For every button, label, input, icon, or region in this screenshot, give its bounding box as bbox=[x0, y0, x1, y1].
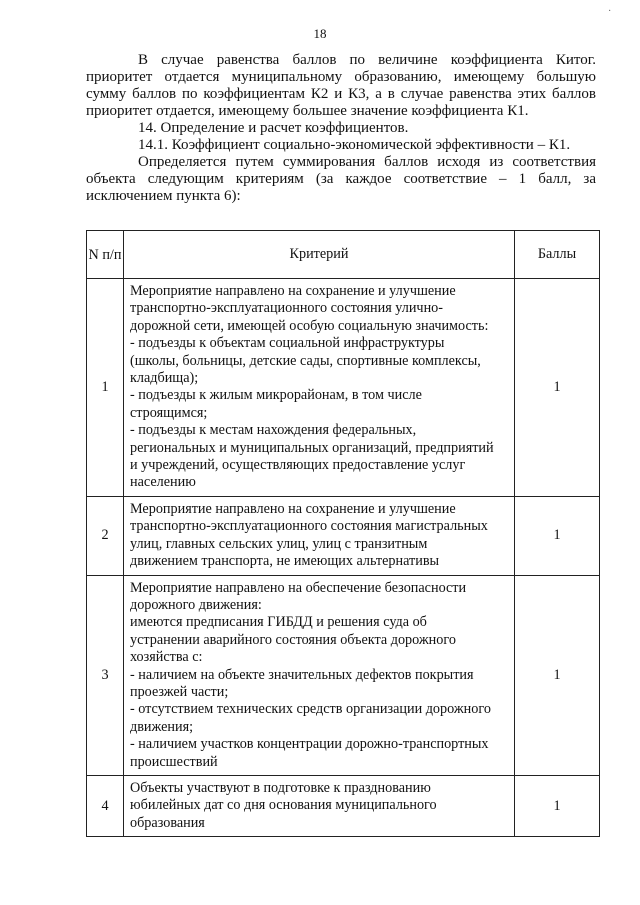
criterion-line: происшествий bbox=[130, 753, 218, 770]
row-score: 1 bbox=[515, 279, 600, 497]
criterion-line: региональных и муниципальных организаций, предприятий bbox=[130, 439, 494, 456]
criterion-line: - отсутствием технических средств организации дорожного bbox=[130, 701, 491, 718]
criterion-line: населению bbox=[130, 474, 196, 491]
criterion-line: имеются предписания ГИБДД и решения суда об bbox=[130, 614, 427, 631]
intro-paragraph-tie-rule: В случае равенства баллов по величине коэффициента Китог. приоритет отдается муниципальному образованию, имеющему большую сумму баллов по коэффициентам К2 и К3, а в случае равенства этих баллов приоритет отдается, имеющему большее значение коэффициента К1. bbox=[86, 52, 596, 119]
criterion-line: дорожного движения: bbox=[130, 596, 262, 613]
row-number: 1 bbox=[87, 279, 124, 497]
criterion-line: Мероприятие направлено на сохранение и улучшение bbox=[130, 283, 456, 299]
criterion-line: - подъезды к местам нахождения федеральных, bbox=[130, 422, 417, 439]
table-row bbox=[87, 575, 600, 775]
criterion-line: юбилейных дат со дня основания муниципального bbox=[130, 797, 437, 814]
table-header-row bbox=[87, 231, 600, 279]
criterion-line: кладбища); bbox=[130, 370, 199, 387]
criterion-line: Мероприятие направлено на сохранение и улучшение bbox=[130, 500, 456, 517]
criterion-line: - подъезды к объектам социальной инфраструктуры bbox=[130, 335, 445, 352]
row-score: 1 bbox=[515, 775, 600, 836]
table-row bbox=[87, 775, 600, 836]
criterion-line: движения; bbox=[130, 718, 194, 735]
criterion-line: Мероприятие направлено на обеспечение безопасности bbox=[130, 579, 467, 596]
header-score: Баллы bbox=[515, 231, 600, 279]
intro-text bbox=[86, 52, 596, 205]
criterion-line: дорожной сети, имеющей особую социальную значимость: bbox=[130, 317, 489, 334]
criterion-line: - наличием участков концентрации дорожно-транспортных bbox=[130, 736, 489, 753]
criterion-line: проезжей части; bbox=[130, 683, 229, 700]
criteria-table bbox=[86, 230, 600, 837]
header-num: N п/п bbox=[87, 231, 124, 279]
criterion-line: хозяйства с: bbox=[130, 649, 203, 666]
criterion-line: транспортно-эксплуатационного состояния магистральных bbox=[130, 518, 488, 535]
section-heading-14: 14. Определение и расчет коэффициентов. bbox=[138, 120, 409, 136]
table-row bbox=[87, 496, 600, 575]
page-number: 18 bbox=[313, 26, 327, 41]
section-heading-14-1: 14.1. Коэффициент социально-экономической эффективности – К1. bbox=[138, 137, 571, 153]
criterion-line: - наличием на объекте значительных дефектов покрытия bbox=[130, 666, 474, 683]
header-criterion: Критерий bbox=[124, 231, 515, 279]
intro-paragraph-method: Определяется путем суммирования баллов исходя из соответствия объекта следующим критериям (за каждое соответствие – 1 балл, за исключением пункта 6): bbox=[86, 154, 596, 204]
row-number: 4 bbox=[87, 775, 124, 836]
row-criterion bbox=[124, 496, 515, 575]
criterion-line: улиц, главных сельских улиц, улиц с транзитным bbox=[130, 535, 428, 552]
criterion-line: - подъезды к жилым микрорайонам, в том числе bbox=[130, 387, 422, 404]
criterion-line: транспортно-эксплуатационного состояния улично- bbox=[130, 300, 443, 317]
criterion-line: образования bbox=[130, 814, 205, 831]
criterion-line: устранении аварийного состояния объекта дорожного bbox=[130, 631, 456, 648]
row-criterion bbox=[124, 775, 515, 836]
row-criterion bbox=[124, 279, 515, 497]
criterion-line: и учреждений, осуществляющих предоставление услуг bbox=[130, 457, 466, 474]
criterion-line: Объекты участвуют в подготовке к празднованию bbox=[130, 779, 431, 796]
row-number: 3 bbox=[87, 575, 124, 775]
row-score: 1 bbox=[515, 575, 600, 775]
criteria-table-body bbox=[87, 279, 600, 837]
corner-mark: · bbox=[608, 6, 612, 17]
row-score: 1 bbox=[515, 496, 600, 575]
criterion-line: движением транспорта, не имеющих альтернативы bbox=[130, 553, 440, 570]
criterion-line: (школы, больницы, детские сады, спортивные комплексы, bbox=[130, 352, 481, 369]
table-row bbox=[87, 279, 600, 497]
row-number: 2 bbox=[87, 496, 124, 575]
criterion-line: строящимся; bbox=[130, 404, 208, 421]
row-criterion bbox=[124, 575, 515, 775]
